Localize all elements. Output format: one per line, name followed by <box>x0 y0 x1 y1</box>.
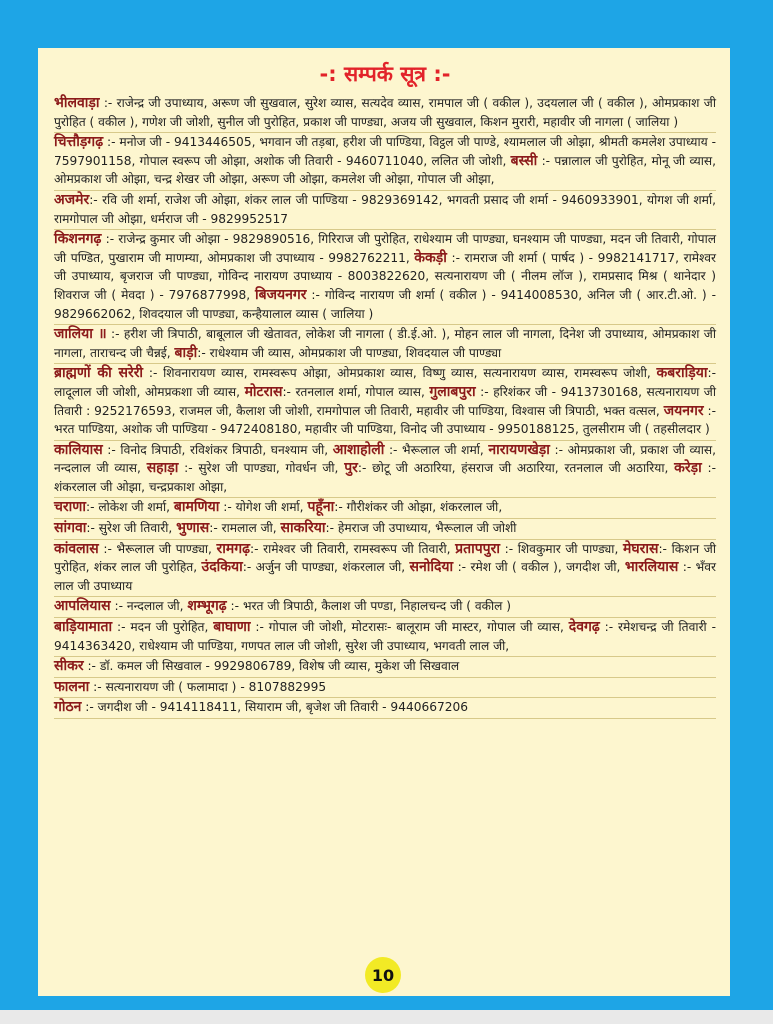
contact-names: :- रमेश जी ( वकील ), जगदीश जी, <box>453 560 625 575</box>
place-name: बिजयनगर <box>255 286 307 303</box>
place-name: केकड़ी <box>414 249 447 266</box>
contact-section <box>54 325 716 364</box>
place-name: जालिया ॥ <box>54 326 107 343</box>
place-name: भारलियास <box>624 559 679 576</box>
contact-names: :- नन्दलाल जी, <box>110 599 188 614</box>
place-name: कालियास <box>54 441 103 458</box>
contact-names: :- राधेश्याम जी व्यास, ओमप्रकाश जी पाण्ड्या, शिवदयाल जी पाण्ड्या <box>197 345 502 360</box>
place-name: बस्सी <box>510 152 538 169</box>
bottom-strip <box>0 1010 773 1024</box>
contact-list <box>54 94 716 719</box>
place-name: सनोदिया <box>409 559 454 576</box>
contact-names: :- रतनलाल शर्मा, गोपाल व्यास, <box>282 384 430 399</box>
contact-section <box>54 519 716 540</box>
place-name: नारायणखेड़ा <box>488 441 550 458</box>
contact-names: :- शंकरलाल जी ओझा, चन्द्रप्रकाश ओझा, <box>54 461 717 494</box>
place-name: ब्राह्मणों की सरेरी <box>54 365 144 382</box>
place-name: साकरिया <box>280 520 326 537</box>
contact-names: :- हेमराज जी उपाध्याय, भैरूलाल जी जोशी <box>325 521 517 536</box>
place-name: भीलवाड़ा <box>54 95 100 111</box>
page-title: -: सम्पर्क सूत्र :- <box>319 62 451 86</box>
place-name: सहाड़ा <box>146 460 179 477</box>
contact-section <box>54 498 716 519</box>
contact-names: :- अर्जुन जी पाण्ड्या, शंकरलाल जी, <box>242 560 410 575</box>
contact-names: :- शिवकुमार जी पाण्ड्या, <box>499 541 623 556</box>
place-name: अजमेर <box>54 191 90 208</box>
place-name: शम्भूगढ़ <box>187 598 227 615</box>
contact-names: :- मदन जी पुरोहित, <box>112 620 214 635</box>
place-name: प्रतापपुरा <box>455 540 500 557</box>
contact-names: :- रामराज जी शर्मा ( पार्षद ) - 9982141717, रामेश्वर जी उपाध्याय, बृजराज जी पाण्ड्या, गोविन्द नारायण उपाध्याय - 8003822620, सत्यनारायण जी ( नीलम लॉज ), रामप्रसाद मिश्र ( थानेदार ) शिवराज जी ( मेवदा ) - 7976877998, <box>54 250 716 302</box>
place-name: आशाहोली <box>332 441 385 458</box>
contact-names: :- हरीश जी त्रिपाठी, बाबूलाल जी खेतावत, लोकेश जी नागला ( डी.ई.ओ. ), मोहन लाल जी नागला, दिनेश जी उपाध्याय, ओमप्रकाश जी नागला, ताराचन्द जी चैन्नई, <box>54 327 717 360</box>
page-number-badge <box>365 957 401 993</box>
place-name: कबराड़िया <box>656 365 708 382</box>
place-name: मोटरास <box>244 383 283 400</box>
place-name: चराणा <box>54 499 86 516</box>
place-name: बाघाणा <box>213 619 251 636</box>
contact-section <box>54 133 716 191</box>
place-name: आपलियास <box>54 598 111 615</box>
place-name: पुर <box>344 460 358 477</box>
place-name: मेघरास <box>622 540 659 557</box>
contact-names: :- विनोद त्रिपाठी, रविशंकर त्रिपाठी, घनश्याम जी, <box>102 442 333 457</box>
contact-names: :- रवि जी शर्मा, राजेश जी ओझा, शंकर लाल जी पाण्डिया - 9829369142, भगवती प्रसाद जी शर्मा - 9460933901, योगश जी शर्मा, रामगोपाल जी ओझा, धर्मराज जी - 9829952517 <box>54 192 716 226</box>
contact-panel <box>38 48 730 996</box>
place-name: जयनगर <box>663 402 704 419</box>
place-name: भुणास <box>176 520 210 537</box>
contact-names: :- भँवर लाल जी उपाध्याय <box>54 560 716 593</box>
contact-names: :- किशन जी पुरोहित, शंकर लाल जी पुरोहित, <box>54 541 716 575</box>
contact-names: :- गोपाल जी जोशी, मोटरासः- बालूराम जी मास्टर, गोपाल जी व्यास, <box>250 620 569 635</box>
contact-names: :- लोकेश जी शर्मा, <box>86 500 174 515</box>
contact-names: :- रमेशचन्द्र जी तिवारी - 9414363420, राधेश्याम जी पाण्डिया, गणपत लाल जी जोशी, सुरेश जी उपाध्याय, भगवती लाल जी, <box>54 620 716 653</box>
contact-section <box>54 597 716 618</box>
contact-names: :- हरिशंकर जी - 9413730168, सत्यनारायण जी तिवारी : 9252176593, राजमल जी, कैलाश जी जोशी, रामगोपाल जी तिवारी, महावीर जी पाण्डिया, विश्वास जी त्रिपाठी, भक्त वत्सल, <box>54 384 716 418</box>
place-name: करेड़ा <box>674 460 702 477</box>
place-name: रामगढ़ <box>216 540 250 557</box>
contact-names: :- राजेन्द्र जी उपाध्याय, अरूण जी सुखवाल, सुरेश व्यास, सत्यदेव व्यास, रामपाल जी ( वकील ), उदयलाल जी ( वकील ), ओमप्रकाश जी पुरोहित ( वकील ), गणेश जी जोशी, सुनील जी पुरोहित, प्रकाश जी पाण्ड्या, अजय जी सुखवाल, किशन मुरारी, महावीर जी नागला ( जालिया ) <box>54 96 716 129</box>
place-name: कांवलास <box>54 540 99 557</box>
contact-names: :- भरत पाण्डिया, अशोक जी पाण्डिया - 9472408180, महावीर जी पाण्डिया, विनोद जी उपाध्याय - 9950188125, तुलसीराम जी ( तहसीलदार ) <box>54 403 716 437</box>
contact-names: :- जगदीश जी - 9414118411, सियाराम जी, बृजेश जी तिवारी - 9440667206 <box>81 700 468 715</box>
contact-names: :- रामलाल जी, <box>209 521 281 536</box>
place-name: देवगढ़ <box>568 619 600 636</box>
place-name: पहूँना <box>307 499 335 516</box>
contact-section <box>54 678 716 699</box>
contact-section <box>54 618 716 657</box>
contact-names: :- ओमप्रकाश जी, प्रकाश जी व्यास, नन्दलाल जी व्यास, <box>54 442 716 476</box>
place-name: बाड़ियामाता <box>54 619 113 636</box>
contact-names: :- छोटू जी अठारिया, हंसराज जी अठारिया, रतनलाल जी अठारिया, <box>357 461 675 476</box>
contact-names: :- गौरीशंकर जी ओझा, शंकरलाल जी, <box>334 500 503 515</box>
contact-section <box>54 230 716 325</box>
contact-names: :- मनोज जी - 9413446505, भगवान जी तड़बा, हरीश जी पाण्डिया, विट्ठल जी पाण्डे, श्यामलाल जी ओझा, श्रीमती कमलेश उपाध्याय - 7597901158, गोपाल स्वरूप जी ओझा, अशोक जी तिवारी - 9460711040, ललित जी जोशी, <box>54 135 716 168</box>
contact-names: :- पन्नालाल जी पुरोहित, मोनू जी व्यास, ओमप्रकाश जी ओझा, चन्द्र शेखर जी ओझा, अरूण जी ओझा, कमलेश जी ओझा, गोपाल जी ओझा, <box>54 153 716 187</box>
contact-names: :- सुरेश जी तिवारी, <box>86 521 177 536</box>
place-name: बाड़ी <box>174 344 198 361</box>
contact-section <box>54 94 716 133</box>
contact-section <box>54 540 716 598</box>
contact-names: :- शिवनारायण व्यास, रामस्वरूप ओझा, ओमप्रकाश व्यास, विष्णु व्यास, सत्यनारायण व्यास, रामस्वरूप जोशी, <box>143 366 657 381</box>
contact-names: :- भरत जी त्रिपाठी, कैलाश जी पण्डा, निहालचन्द जी ( वकील ) <box>226 599 512 614</box>
place-name: गुलाबपुरा <box>429 383 476 400</box>
contact-names: :- योगेश जी शर्मा, <box>219 500 308 515</box>
place-name: सांगवा <box>54 520 87 537</box>
contact-names: :- डॉ. कमल जी सिखवाल - 9929806789, विशेष जी व्यास, मुकेश जी सिखवाल <box>83 659 460 674</box>
contact-names: :- रामेश्वर जी तिवारी, रामस्वरूप जी तिवारी, <box>249 541 456 556</box>
contact-names: :- लादूलाल जी जोशी, ओमप्रकशा जी व्यास, <box>54 366 717 399</box>
contact-names: :- गोविन्द नारायण जी शर्मा ( वकील ) - 9414008530, अनिल जी ( आर.टी.ओ. ) - 9829662062, शिवदयाल जी पाण्ड्या, कन्हैयालाल व्यास ( जालिया ) <box>54 287 716 321</box>
contact-names: :- भैरूलाल जी पाण्ड्या, <box>98 541 217 556</box>
contact-section <box>54 364 716 440</box>
place-name: सीकर <box>54 658 84 675</box>
place-name: किशनगढ़ <box>54 231 102 248</box>
contact-section <box>54 657 716 678</box>
place-name: उंदकिया <box>201 559 243 576</box>
contact-section <box>54 441 716 499</box>
contact-names: :- सत्यनारायण जी ( फलामादा ) - 8107882995 <box>89 679 327 694</box>
place-name: गोठन <box>54 699 82 716</box>
place-name: बामणिया <box>173 499 220 516</box>
contact-section <box>54 191 716 230</box>
contact-section <box>54 698 716 719</box>
contact-names: :- राजेन्द्र कुमार जी ओझा - 9829890516, गिरिराज जी पुरोहित, राधेश्याम जी पाण्ड्या, घनश्याम जी पाण्ड्या, मदन जी तिवारी, गोपाल जी पण्डित, पुखाराम जी माणम्या, ओमप्रकाश जी उपाध्याय - 9982762211, <box>54 232 716 265</box>
place-name: फालना <box>54 678 90 695</box>
contact-names: :- सुरेश जी पाण्ड्या, गोवर्धन जी, <box>178 461 345 476</box>
place-name: चित्तौड़गढ़ <box>54 134 104 151</box>
page-number: 10 <box>371 965 395 985</box>
contact-names: :- भैरूलाल जी शर्मा, <box>384 442 489 457</box>
